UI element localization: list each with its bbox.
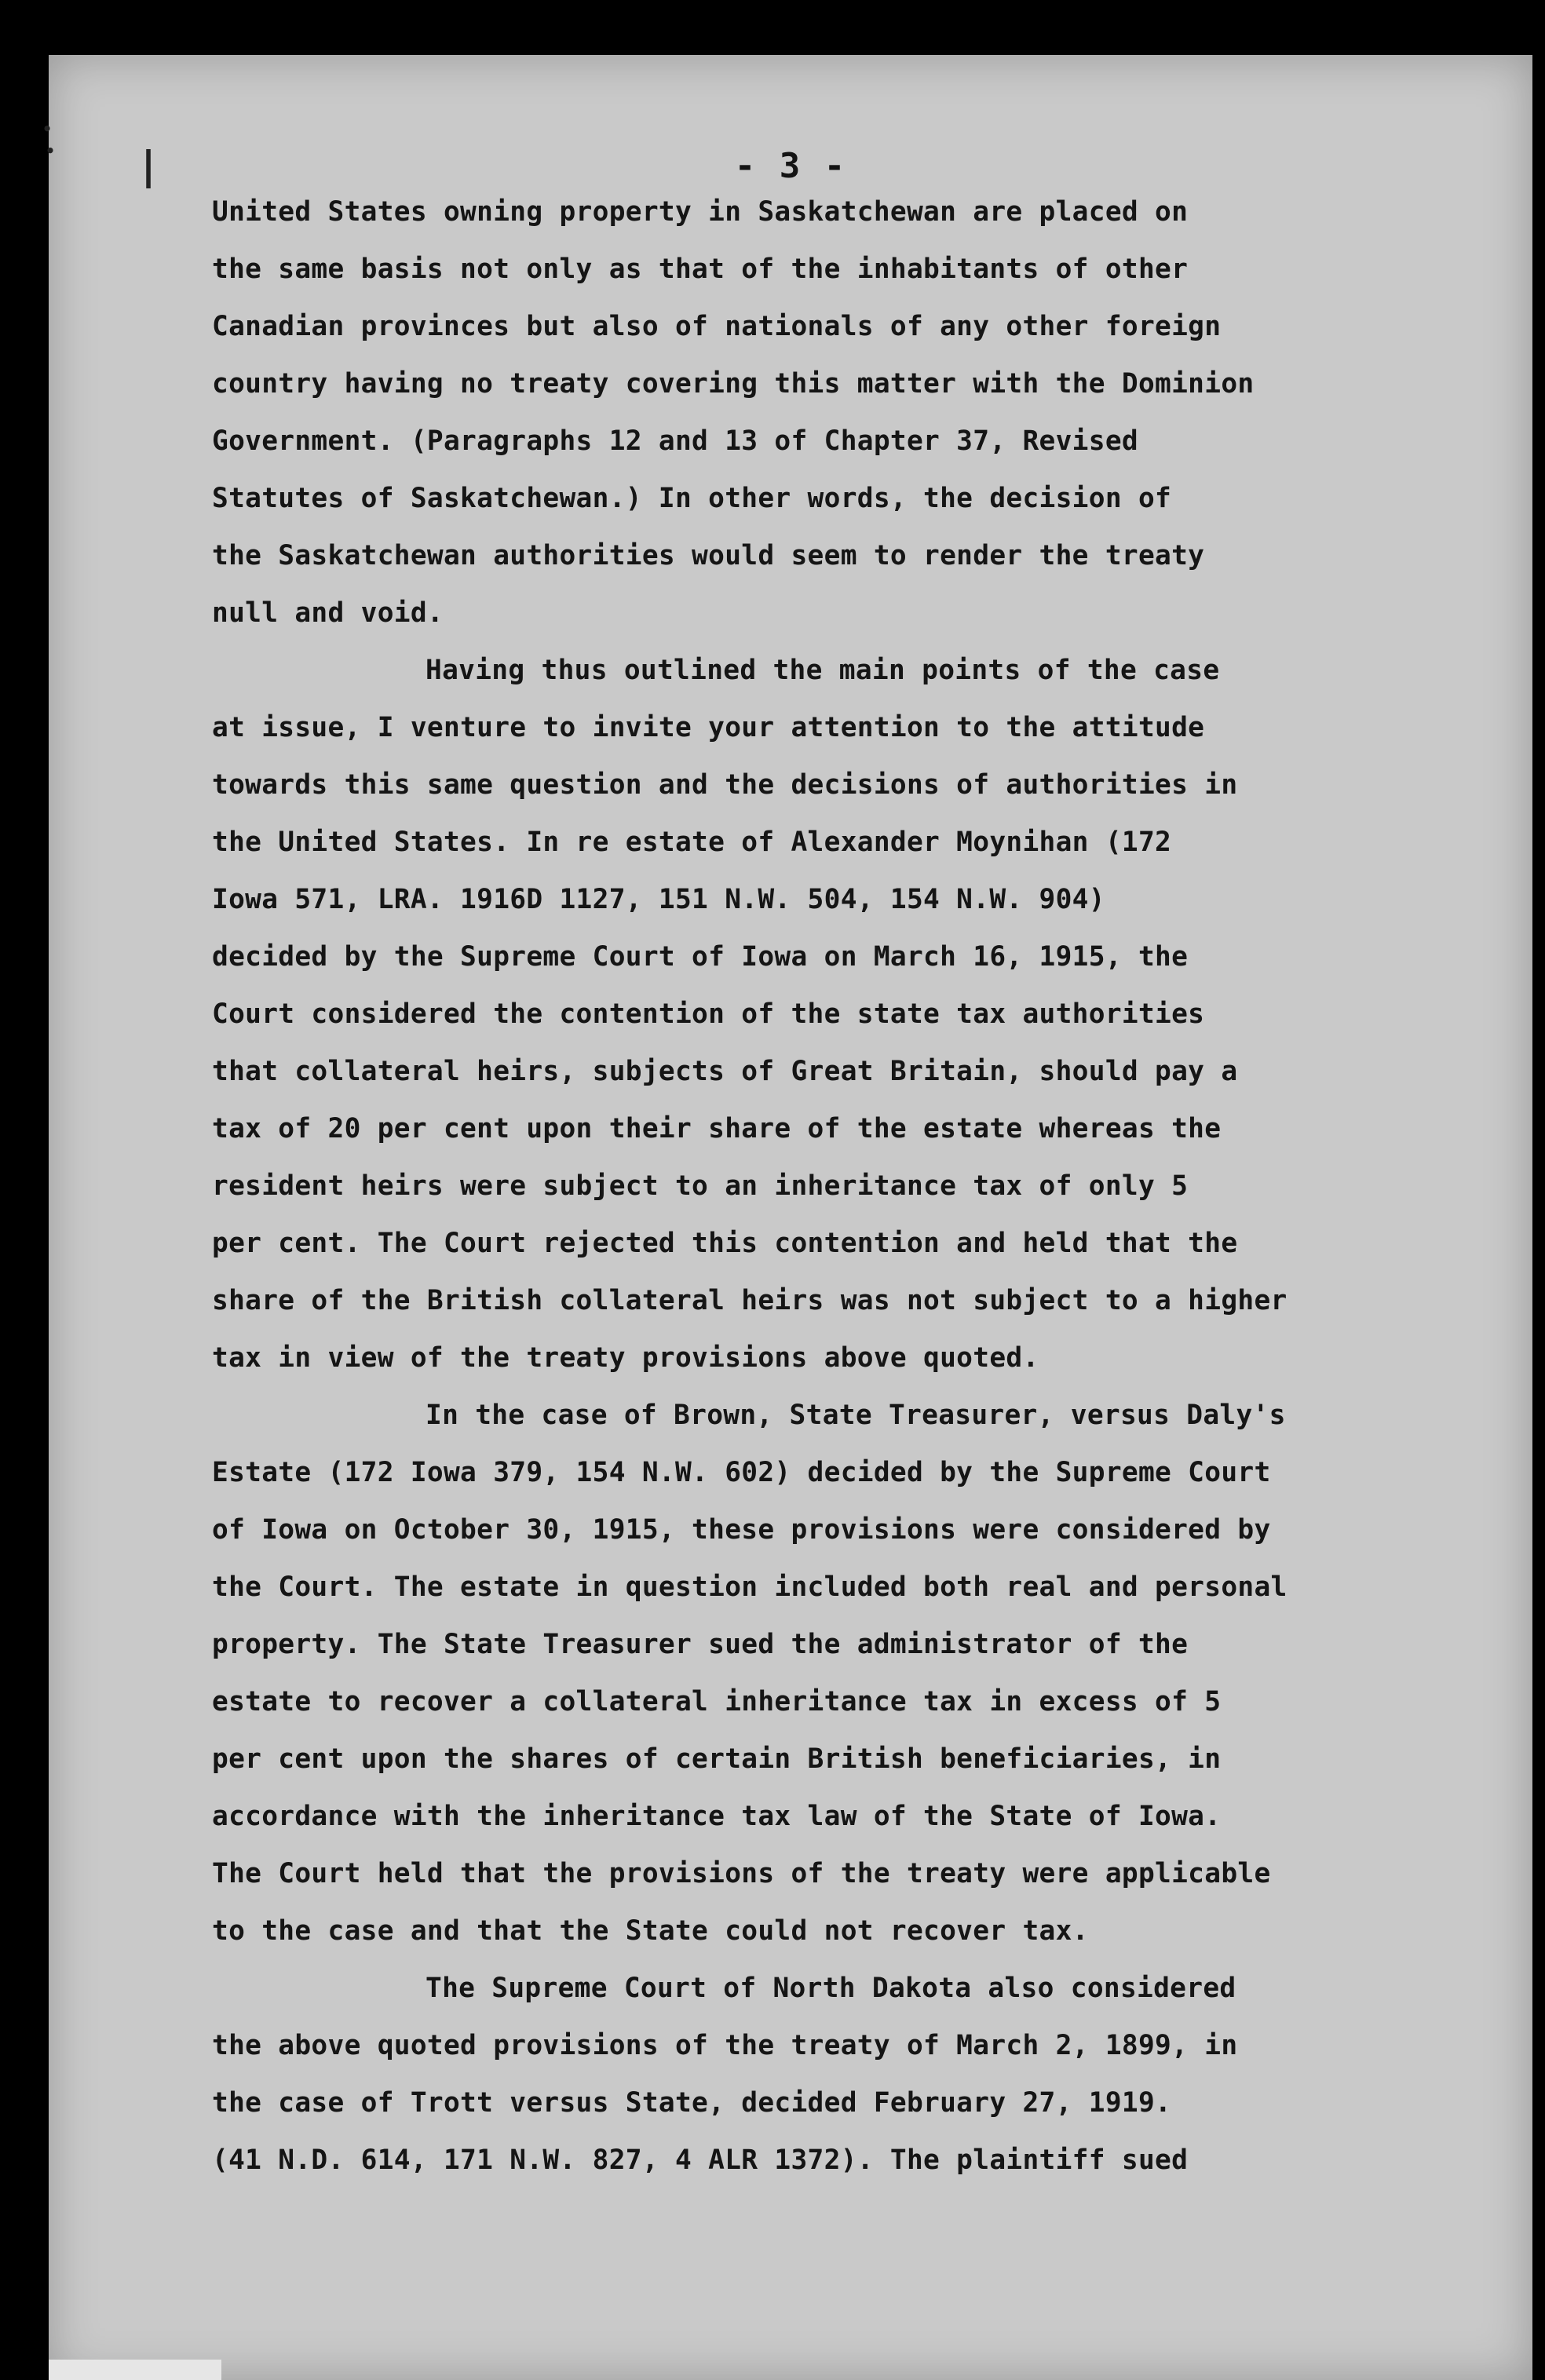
margin-mark: | <box>137 143 161 188</box>
text-line: the Court. The estate in question included both real and personal <box>212 1571 1288 1603</box>
text-line: decided by the Supreme Court of Iowa on March 16, 1915, the <box>212 941 1189 973</box>
text-line: the United States. In re estate of Alexander Moynihan (172 <box>212 827 1172 858</box>
text-line: tax of 20 per cent upon their share of the estate whereas the <box>212 1113 1222 1144</box>
text-line: tax in view of the treaty provisions above quoted. <box>212 1342 1039 1374</box>
text-line: Government. (Paragraphs 12 and 13 of Chapter 37, Revised <box>212 425 1138 457</box>
page-number: - 3 - <box>734 146 847 186</box>
document-page <box>42 55 1532 2380</box>
text-line: country having no treaty covering this matter with the Dominion <box>212 368 1255 400</box>
text-line: that collateral heirs, subjects of Great Britain, should pay a <box>212 1056 1238 1087</box>
text-line: resident heirs were subject to an inheritance tax of only 5 <box>212 1170 1189 1202</box>
text-line: at issue, I venture to invite your attention to the attitude <box>212 712 1205 743</box>
text-line: Statutes of Saskatchewan.) In other words, the decision of <box>212 483 1172 514</box>
paragraph-start: The Supreme Court of North Dakota also considered <box>426 1973 1236 2004</box>
text-line: the case of Trott versus State, decided February 27, 1919. <box>212 2087 1172 2119</box>
film-edge-strip <box>49 2360 221 2380</box>
text-line: accordance with the inheritance tax law of the State of Iowa. <box>212 1801 1222 1832</box>
text-line: Estate (172 Iowa 379, 154 N.W. 602) decided by the Supreme Court <box>212 1457 1271 1488</box>
text-line: (41 N.D. 614, 171 N.W. 827, 4 ALR 1372). The plaintiff sued <box>212 2145 1189 2176</box>
text-line: the Saskatchewan authorities would seem to render the treaty <box>212 540 1205 571</box>
text-line: Court considered the contention of the state tax authorities <box>212 998 1205 1030</box>
text-line: towards this same question and the decisions of authorities in <box>212 769 1238 801</box>
paragraph-start: Having thus outlined the main points of the case <box>426 655 1220 686</box>
text-line: to the case and that the State could not recover tax. <box>212 1915 1089 1947</box>
text-line: The Court held that the provisions of the treaty were applicable <box>212 1858 1271 1889</box>
text-line: estate to recover a collateral inheritance tax in excess of 5 <box>212 1686 1222 1717</box>
paragraph-start: In the case of Brown, State Treasurer, versus Daly's <box>426 1400 1286 1431</box>
text-line: United States owning property in Saskatchewan are placed on <box>212 196 1189 228</box>
text-line: property. The State Treasurer sued the administrator of the <box>212 1629 1189 1660</box>
margin-mark: • <box>42 119 53 138</box>
text-line: Iowa 571, LRA. 1916D 1127, 151 N.W. 504, 154 N.W. 904) <box>212 884 1105 915</box>
margin-mark: • <box>46 141 56 160</box>
text-line: per cent. The Court rejected this contention and held that the <box>212 1228 1238 1259</box>
text-line: Canadian provinces but also of nationals of any other foreign <box>212 311 1222 342</box>
text-line: share of the British collateral heirs was not subject to a higher <box>212 1285 1288 1316</box>
text-line: per cent upon the shares of certain British beneficiaries, in <box>212 1743 1222 1775</box>
text-line: null and void. <box>212 597 444 629</box>
text-line: of Iowa on October 30, 1915, these provisions were considered by <box>212 1514 1271 1546</box>
text-line: the above quoted provisions of the treaty of March 2, 1899, in <box>212 2030 1238 2061</box>
text-line: the same basis not only as that of the inhabitants of other <box>212 254 1189 285</box>
